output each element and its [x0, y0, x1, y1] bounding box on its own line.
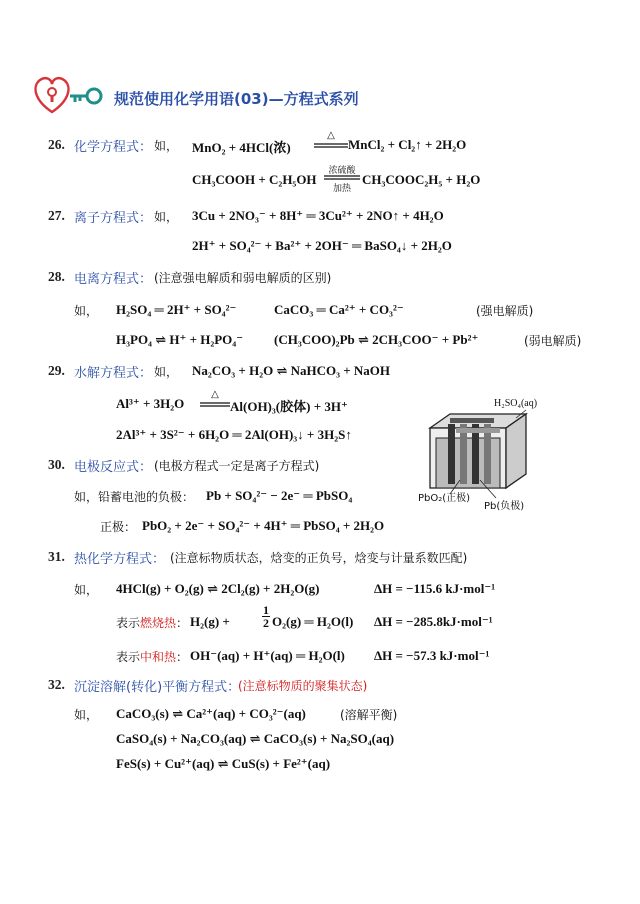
s31-dh3: ΔH = −57.3 kJ·mol⁻¹ [374, 648, 490, 663]
section-29-number: 29. [48, 363, 65, 378]
section-30-note: (电极方程式一定是离子方程式) [154, 459, 320, 473]
section-27-number: 27. [48, 208, 65, 223]
section-29-ru: 如， [154, 365, 179, 379]
s31-eq1: 4HCl(g) + O₂(g) ⇌ 2Cl₂(g) + 2H₂O(g) [116, 581, 320, 596]
s32-eq3: FeS(s) + Cu²⁺(aq) ⇌ CuS(s) + Fe²⁺(aq) [116, 756, 331, 771]
section-28-label: 电离方程式： [74, 272, 153, 287]
combustion-heat-term: 燃烧热 [140, 616, 177, 630]
s29-eq1: Na₂CO₃ + H₂O ⇌ NaHCO₃ + NaOH [192, 363, 391, 378]
cond-heat: 加热 [332, 184, 351, 194]
section-31-number: 31. [48, 549, 65, 564]
figure-pbo2-label: PbO₂(正极) [418, 493, 471, 504]
s26-eq1-left: MnO₂ + 4HCl(浓) [192, 140, 291, 155]
s31-eq2-right: O₂(g) ═ H₂O(l) [272, 614, 354, 629]
section-28-note: (注意强电解质和弱电解质的区别) [154, 271, 332, 285]
s26-eq1-right: MnCl₂ + Cl₂↑ + 2H₂O [348, 137, 467, 152]
s28-strong-note: (强电解质) [476, 304, 534, 318]
section-30-label: 电极反应式： [74, 460, 153, 475]
section-31-label: 热化学方程式： [74, 552, 166, 567]
section-32-number: 32. [48, 677, 65, 692]
section-32-ru: 如， [74, 708, 99, 722]
equals-sign [314, 143, 348, 149]
neutralization-heat-term: 中和热 [140, 650, 177, 664]
s30-negative-eq: Pb + SO₄²⁻ − 2e⁻ ═ PbSO₄ [206, 488, 353, 503]
s32-dissolution-note: (溶解平衡) [340, 708, 398, 722]
heat-condition: △ [327, 130, 335, 141]
s31-ex2-label: 表示燃烧热： [116, 616, 189, 630]
section-28-number: 28. [48, 269, 65, 284]
section-30-number: 30. [48, 457, 65, 472]
s27-eq2: 2H⁺ + SO₄²⁻ + Ba²⁺ + 2OH⁻ ═ BaSO₄↓ + 2H₂O [192, 238, 452, 253]
s29-eq2-right: Al(OH)₃(胶体) + 3H⁺ [230, 399, 348, 414]
page-title: 规范使用化学用语(03)—方程式系列 [114, 90, 359, 108]
section-28-ru: 如， [74, 304, 99, 318]
figure-acid-label: H₂SO₄(aq) [494, 398, 538, 409]
section-32-label: 沉淀溶解(转化)平衡方程式： [74, 680, 241, 695]
equals-sign [200, 402, 230, 408]
section-31-ru: 如， [74, 583, 99, 597]
heart-key-logo-icon [30, 72, 110, 116]
section-27-ru: 如， [154, 210, 179, 224]
section-31-note: (注意标物质状态，焓变的正负号，焓变与计量系数匹配) [170, 551, 468, 565]
s31-ex3-label: 表示中和热： [116, 650, 189, 664]
s28-eq1: H₂SO₄ ═ 2H⁺ + SO₄²⁻ [116, 302, 237, 317]
s28-eq2: CaCO₃ ═ Ca²⁺ + CO₃²⁻ [274, 302, 404, 317]
s29-eq2-left: Al³⁺ + 3H₂O [116, 396, 185, 411]
cond-conc-h2so4: 浓硫酸 [328, 166, 356, 176]
s26-eq2-right: CH₃COOC₂H₅ + H₂O [362, 172, 481, 187]
section-26-number: 26. [48, 137, 65, 152]
s30-positive-eq: PbO₂ + 2e⁻ + SO₄²⁻ + 4H⁺ ═ PbSO₄ + 2H₂O [142, 518, 385, 533]
section-32-note: (注意标物质的聚集状态) [238, 679, 368, 693]
section-26-ru: 如， [154, 139, 179, 153]
s27-eq1: 3Cu + 2NO₃⁻ + 8H⁺ ═ 3Cu²⁺ + 2NO↑ + 4H₂O [192, 208, 444, 223]
s30-positive-label: 正极： [100, 520, 137, 534]
s28-eq3: H₃PO₄ ⇌ H⁺ + H₂PO₄⁻ [116, 332, 244, 347]
s28-weak-note: (弱电解质) [524, 334, 582, 348]
s31-dh1: ΔH = −115.6 kJ·mol⁻¹ [374, 581, 496, 596]
s32-eq1: CaCO₃(s) ⇌ Ca²⁺(aq) + CO₃²⁻(aq) [116, 706, 306, 721]
s26-eq2-left: CH₃COOH + C₂H₅OH [192, 172, 317, 187]
fraction-one-half: $\frac{1}{2}$ [263, 603, 269, 630]
s31-eq3: OH⁻(aq) + H⁺(aq) ═ H₂O(l) [190, 648, 345, 663]
section-26-label: 化学方程式： [74, 140, 153, 155]
heat-condition: △ [211, 389, 219, 400]
lead-acid-battery-diagram [420, 408, 532, 500]
s29-eq3: 2Al³⁺ + 3S²⁻ + 6H₂O ═ 2Al(OH)₃↓ + 3H₂S↑ [116, 427, 352, 442]
s28-eq4: (CH₃COO)₂Pb ⇌ 2CH₃COO⁻ + Pb²⁺ [274, 332, 479, 347]
section-27-label: 离子方程式： [74, 211, 153, 226]
s30-negative-label: 如，铅蓄电池的负极： [74, 490, 195, 504]
figure-pb-label: Pb(负极) [484, 501, 525, 512]
s31-eq2-left: H₂(g) + [190, 614, 230, 629]
s32-eq2: CaSO₄(s) + Na₂CO₃(aq) ⇌ CaCO₃(s) + Na₂SO₄(aq) [116, 731, 395, 746]
section-29-label: 水解方程式： [74, 366, 153, 381]
s31-dh2: ΔH = −285.8kJ·mol⁻¹ [374, 614, 493, 629]
